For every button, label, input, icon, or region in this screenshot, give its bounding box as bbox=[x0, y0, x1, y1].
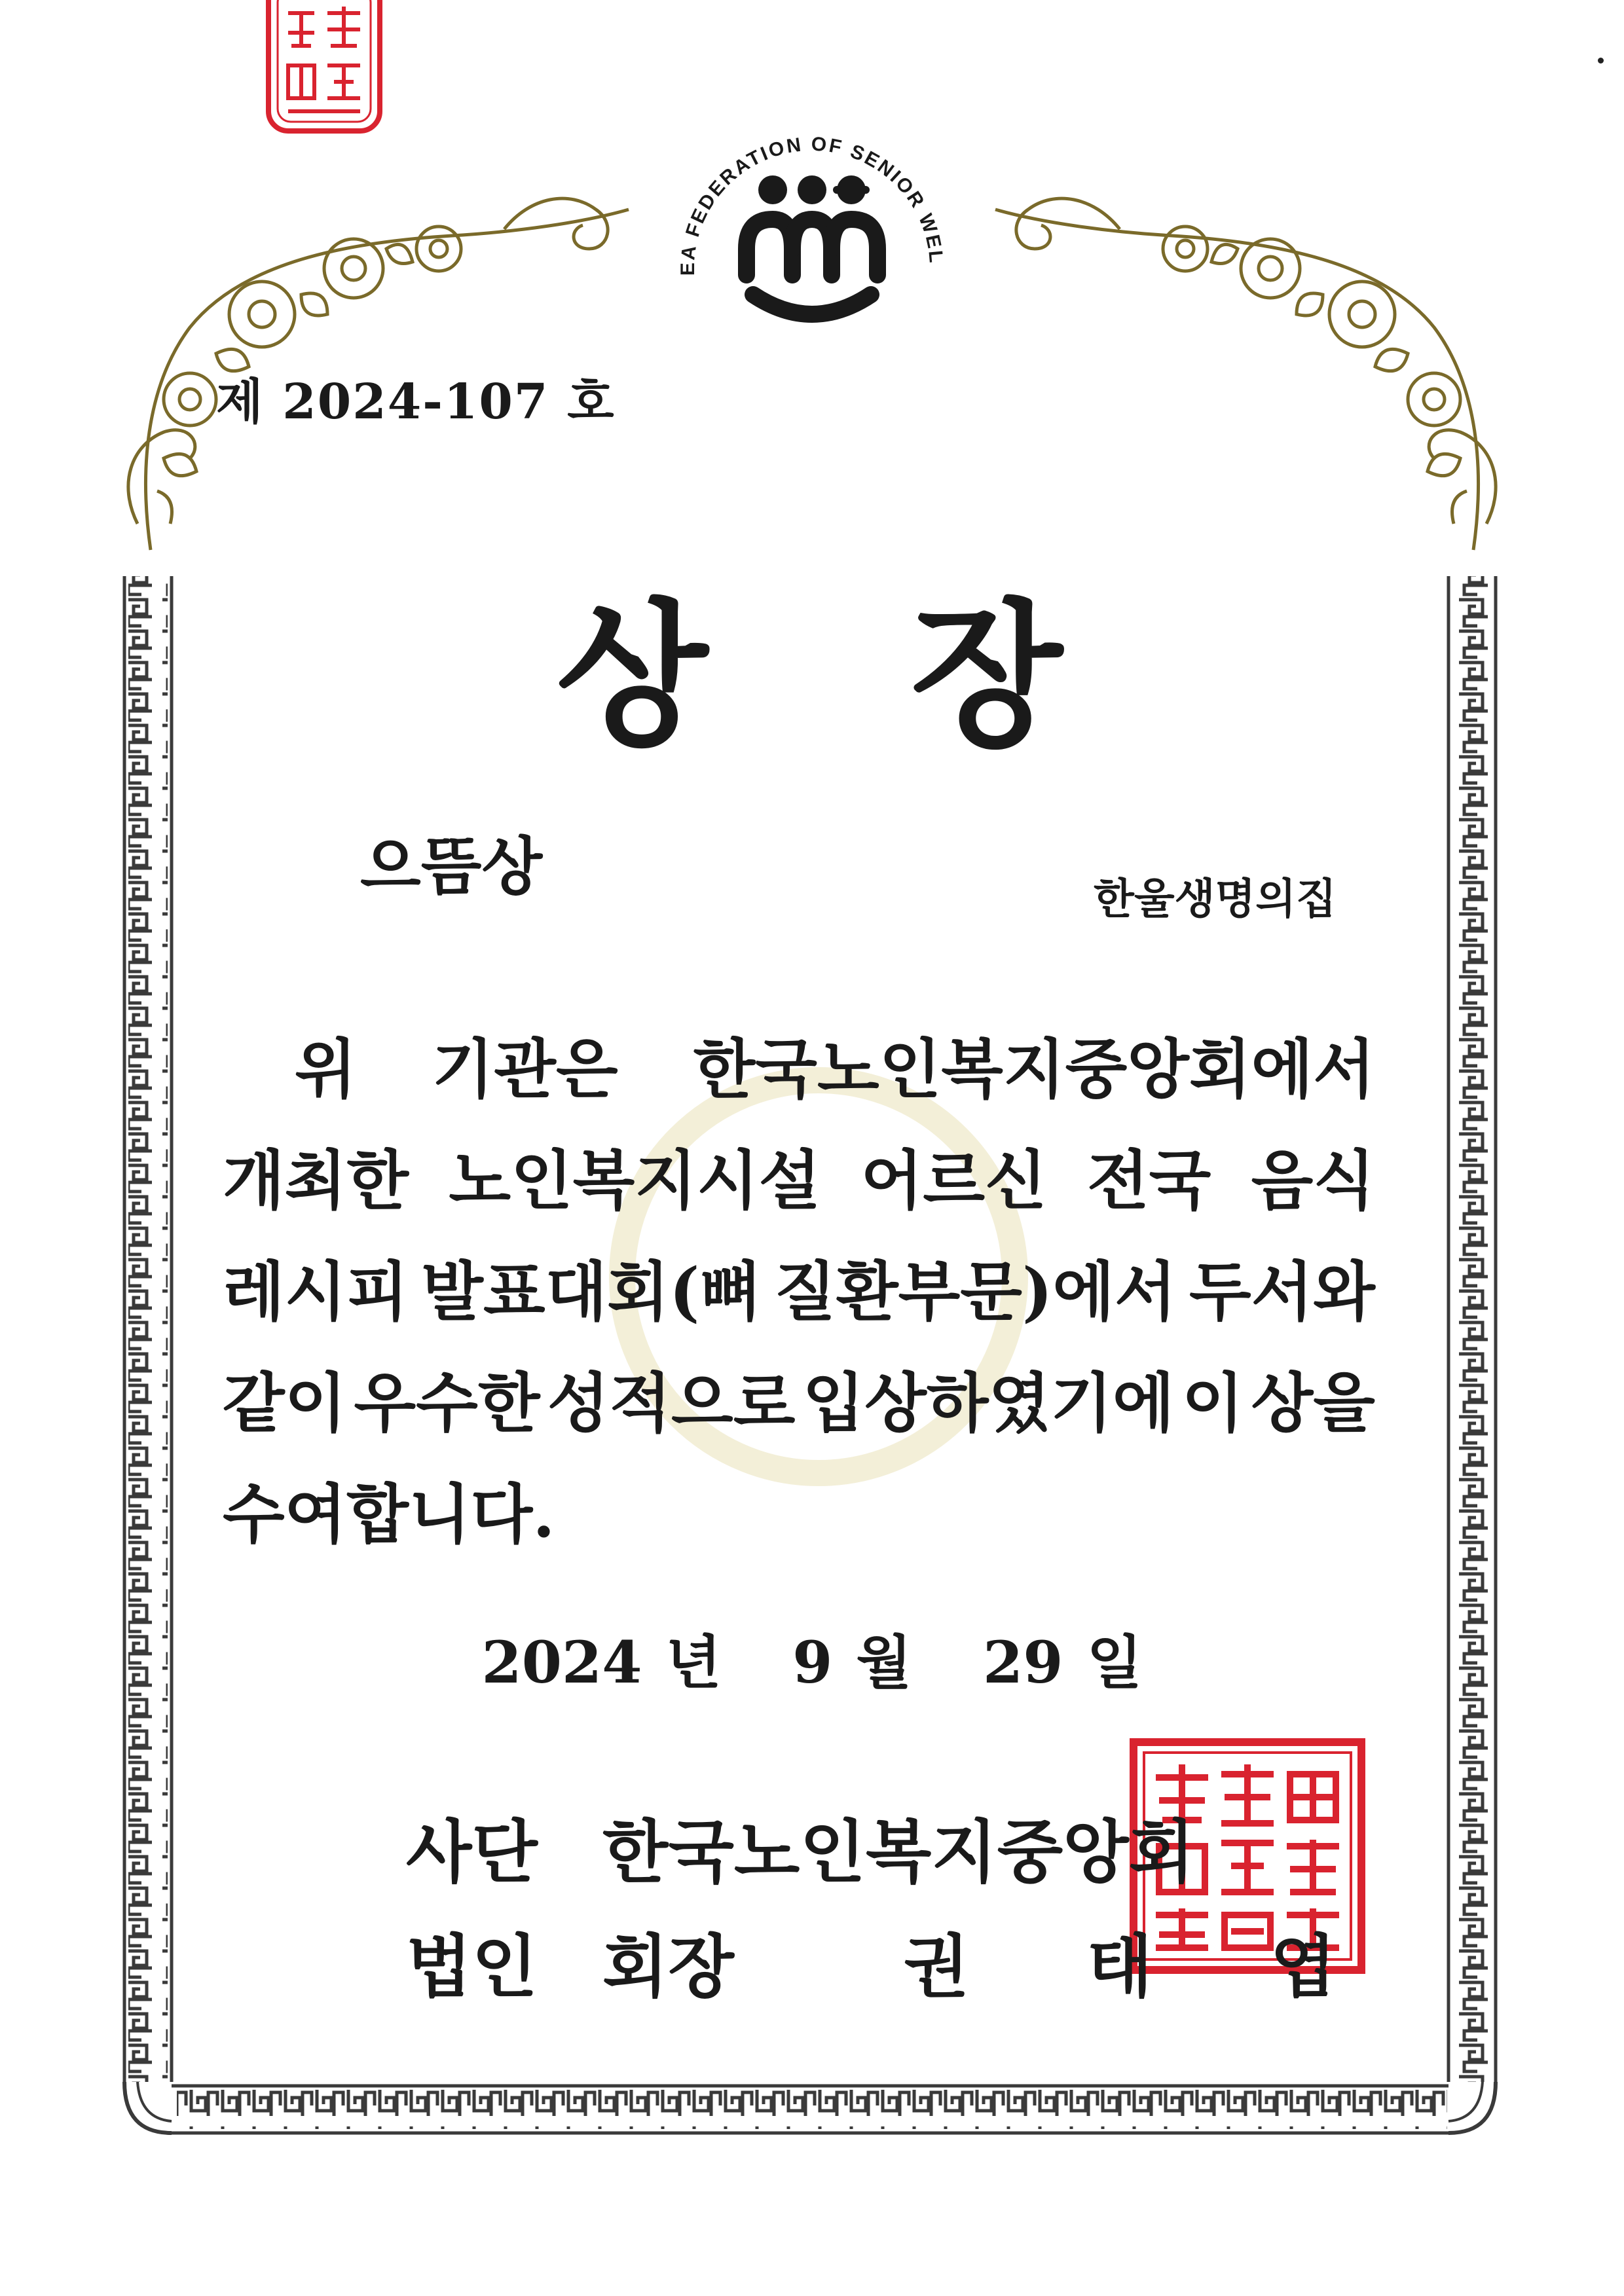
body-word: 성적으로 bbox=[547, 1366, 796, 1441]
number-suffix: 호 bbox=[567, 374, 616, 430]
body-word: 두서와 bbox=[1189, 1254, 1375, 1330]
body-word: 우수한 bbox=[354, 1366, 540, 1441]
date-day: 29 bbox=[982, 1628, 1063, 1696]
scan-speck bbox=[1598, 58, 1604, 64]
issuer-position: 회장 bbox=[602, 1926, 734, 2007]
body-word: 어르신 bbox=[860, 1143, 1047, 1218]
number-value: 2024-107 bbox=[282, 374, 549, 430]
issue-date bbox=[0, 1617, 1624, 1700]
issuer-type: 사단 bbox=[406, 1812, 538, 1892]
body-word: 질환부문)에서 bbox=[774, 1254, 1177, 1330]
seal-top-left bbox=[262, 0, 386, 137]
body-word: 위 bbox=[295, 1032, 357, 1107]
date-year-unit: 년 bbox=[665, 1628, 722, 1696]
body-word: 한국노인복지중앙회에서 bbox=[693, 1032, 1375, 1107]
issuer-name: 한국노인복지중앙회 bbox=[602, 1812, 1195, 1892]
date-month: 9 bbox=[792, 1628, 833, 1696]
recipient-name: 한울생명의집 bbox=[1094, 875, 1337, 924]
body-word: 입상하였기에 bbox=[802, 1366, 1175, 1441]
body-word: 전국 bbox=[1086, 1143, 1211, 1218]
body-word: 이 bbox=[1181, 1366, 1244, 1441]
body-word: 기관은 bbox=[432, 1032, 618, 1107]
issuer-organization bbox=[406, 1797, 1194, 1895]
body-word: 노인복지시설 bbox=[449, 1143, 821, 1218]
body-word: 상을 bbox=[1251, 1366, 1375, 1441]
signer-char: 엽 bbox=[1270, 1926, 1337, 2007]
body-word: 같이 bbox=[223, 1366, 347, 1441]
signer-char: 태 bbox=[1086, 1926, 1153, 2007]
body-line-3 bbox=[223, 1241, 1375, 1333]
body-word: 발표대회(뼈 bbox=[421, 1254, 762, 1330]
body-word: 개최한 bbox=[223, 1143, 409, 1218]
certificate-title: 상 장 bbox=[556, 583, 1068, 768]
certificate-number bbox=[216, 363, 616, 433]
award-name: 으뜸상 bbox=[360, 829, 543, 903]
body-word: 레시피 bbox=[223, 1254, 409, 1330]
logo-arc-text: KOREA FEDERATION OF SENIOR WELFARE bbox=[646, 68, 948, 276]
federation-logo bbox=[646, 68, 969, 347]
body-line-4 bbox=[223, 1352, 1375, 1444]
date-day-unit: 일 bbox=[1086, 1628, 1143, 1696]
date-year: 2024 bbox=[481, 1628, 642, 1696]
number-prefix: 제 bbox=[216, 374, 265, 430]
issuer-type2: 법인 bbox=[406, 1926, 538, 2007]
body-line-2 bbox=[223, 1129, 1375, 1222]
body-line-5 bbox=[223, 1463, 1375, 1556]
body-word: 수여합니다. bbox=[223, 1477, 555, 1552]
floral-ornament-right bbox=[976, 183, 1513, 563]
issuer-signature bbox=[406, 1912, 1375, 2010]
body-line-1 bbox=[223, 1018, 1375, 1110]
signer-char: 권 bbox=[903, 1926, 970, 2007]
body-word: 음식 bbox=[1251, 1143, 1375, 1218]
date-month-unit: 월 bbox=[856, 1628, 912, 1696]
